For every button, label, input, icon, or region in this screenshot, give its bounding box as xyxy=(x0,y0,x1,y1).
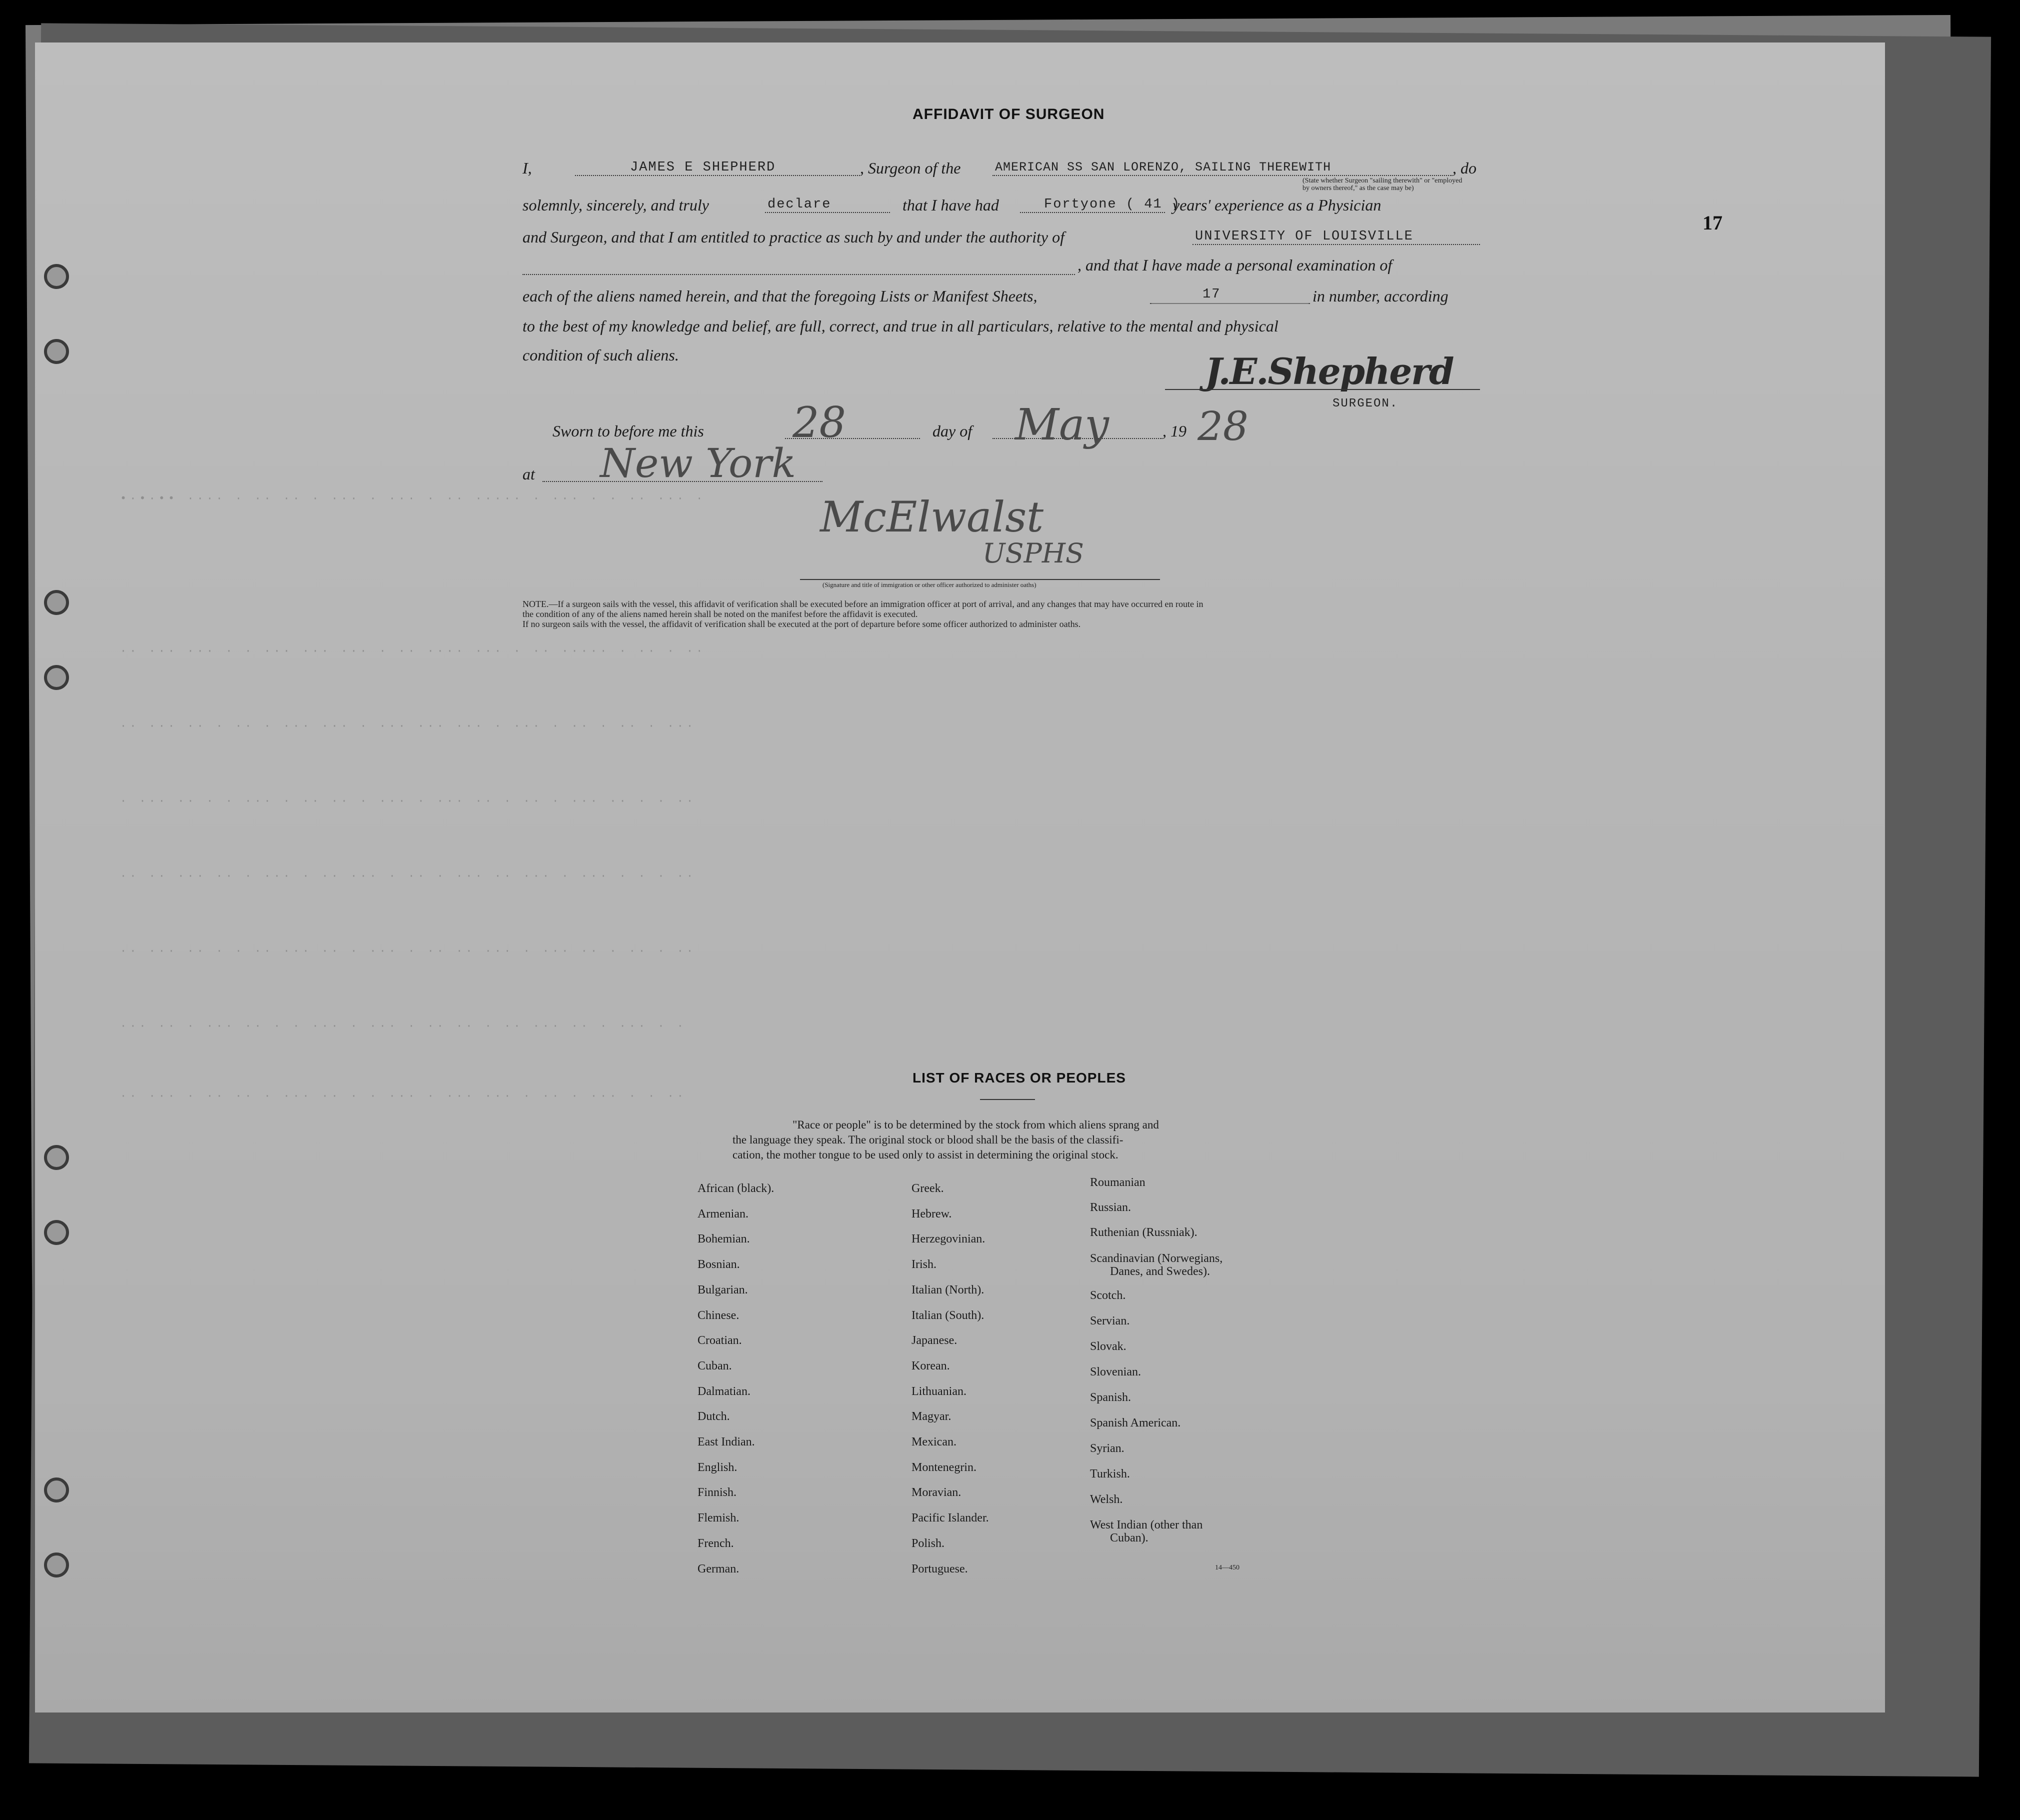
surgeon-label: SURGEON. xyxy=(1332,397,1398,410)
officer-caption: (Signature and title of immigration or other officer authorized to administer oaths) xyxy=(822,581,1036,588)
surgeon-note: (State whether Surgeon "sailing therewith" or "employed by owners thereof," as the case may be) xyxy=(1302,177,1462,192)
race-item: English. xyxy=(698,1460,738,1474)
race-item: Cuban. xyxy=(698,1359,732,1372)
races-column-1 xyxy=(698,1176,774,1582)
races-intro-line-3: cation, the mother tongue to be used only to assist in determining the original stock. xyxy=(732,1148,1118,1161)
vessel-name: AMERICAN SS SAN LORENZO, SAILING THEREWITH xyxy=(995,160,1332,174)
race-item: Chinese. xyxy=(698,1308,740,1322)
binder-hole-icon xyxy=(44,665,69,690)
race-item: Japanese. xyxy=(912,1334,958,1348)
race-item: African (black). xyxy=(698,1182,774,1195)
binder-hole-icon xyxy=(44,1220,69,1245)
sworn-day: 28 xyxy=(792,398,846,447)
race-item: Polish. xyxy=(912,1536,945,1550)
race-item: Russian. xyxy=(1090,1201,1132,1214)
label-surgeon-of-the: , Surgeon of the xyxy=(860,159,961,177)
race-item: Lithuanian. xyxy=(912,1384,966,1398)
note-line-2: the condition of any of the aliens named herein shall be noted on the manifest before the affidavit is executed. xyxy=(522,609,918,619)
affidavit-title: AFFIDAVIT OF SURGEON xyxy=(912,106,1105,122)
race-item: Spanish. xyxy=(1090,1391,1132,1404)
authority-underline xyxy=(1192,244,1480,245)
race-item: Pacific Islander. xyxy=(912,1512,989,1525)
label-each-alien: each of the aliens named herein, and that the foregoing Lists or Manifest Sheets, xyxy=(522,287,1038,305)
label-personal-exam: , and that I have made a personal examination of xyxy=(1078,256,1392,274)
name-underline xyxy=(575,175,860,176)
form-number: 14—450 xyxy=(1215,1564,1240,1572)
race-item: Bosnian. xyxy=(698,1258,740,1272)
race-item: Herzegovinian. xyxy=(912,1232,986,1246)
label-in-number: in number, according xyxy=(1312,287,1448,305)
officer-signature: McElwalst xyxy=(820,492,1044,542)
years-experience: Fortyone ( 41 ) xyxy=(1044,197,1181,212)
race-item: Cuban). xyxy=(1110,1532,1148,1544)
label-year-prefix: , 19 xyxy=(1162,422,1186,440)
race-item: Croatian. xyxy=(698,1334,742,1348)
binder-hole-icon xyxy=(44,590,69,615)
label-sworn: Sworn to before me this xyxy=(552,422,704,440)
page-number: 17 xyxy=(1702,212,1722,234)
races-column-2 xyxy=(912,1176,989,1582)
race-item: Bulgarian. xyxy=(698,1283,748,1296)
sworn-year: 28 xyxy=(1198,403,1248,450)
years-underline xyxy=(1020,212,1165,213)
races-intro-line-2: the language they speak. The original stock or blood shall be the basis of the classifi- xyxy=(732,1134,1124,1146)
race-item: Bohemian. xyxy=(698,1232,750,1246)
binder-hole-icon xyxy=(44,264,69,289)
race-item: Spanish American. xyxy=(1090,1416,1181,1430)
race-item: Flemish. xyxy=(698,1512,740,1525)
note-line-3: If no surgeon sails with the vessel, the affidavit of verification shall be executed at the port of departure before some officer authorized to administer oaths. xyxy=(522,619,1081,629)
race-item: West Indian (other than xyxy=(1090,1518,1203,1532)
note-line-1: NOTE.—If a surgeon sails with the vessel, this affidavit of verification shall be executed before an immigration officer at port of arrival, and any changes that may have occurred en route in xyxy=(522,599,1204,609)
race-item: Slovenian. xyxy=(1090,1366,1141,1378)
race-item: Hebrew. xyxy=(912,1207,952,1220)
race-item: Turkish. xyxy=(1090,1468,1130,1480)
label-and-surgeon: and Surgeon, and that I am entitled to practice as such by and under the authority of xyxy=(522,228,1064,246)
race-item: Dutch. xyxy=(698,1410,730,1424)
authority-underline-2 xyxy=(522,274,1075,275)
race-item: Armenian. xyxy=(698,1207,748,1220)
officer-signature-line xyxy=(800,579,1160,580)
race-item: Scotch. xyxy=(1090,1289,1126,1302)
sheets-underline xyxy=(1150,303,1310,304)
label-experience: years' experience as a Physician xyxy=(1172,196,1382,214)
race-item: Portuguese. xyxy=(912,1562,968,1576)
race-item: Roumanian xyxy=(1090,1176,1146,1189)
surgeon-signature: J.E.Shepherd xyxy=(1205,350,1454,392)
label-that-i-have-had: that I have had xyxy=(902,196,999,214)
label-best-knowledge: to the best of my knowledge and belief, are full, correct, and true in all particulars, relative to the mental and physical xyxy=(522,317,1278,335)
binder-hole-icon xyxy=(44,1478,69,1502)
races-title-rule xyxy=(980,1099,1035,1100)
sheets-count: 17 xyxy=(1202,287,1221,302)
vessel-underline xyxy=(992,175,1452,176)
label-condition: condition of such aliens. xyxy=(522,346,679,364)
declare-underline xyxy=(765,212,890,213)
label-i: I, xyxy=(522,159,532,177)
sworn-month: May xyxy=(1015,400,1109,450)
race-item: Greek. xyxy=(912,1182,944,1195)
race-item: Italian (North). xyxy=(912,1283,984,1296)
race-item: Montenegrin. xyxy=(912,1460,976,1474)
race-item: Welsh. xyxy=(1090,1493,1123,1506)
races-intro-line-1: "Race or people" is to be determined by the stock from which aliens sprang and xyxy=(792,1118,1159,1131)
affidavit-note xyxy=(522,599,1532,629)
surgeon-name: JAMES E SHEPHERD xyxy=(630,160,776,175)
race-item: Moravian. xyxy=(912,1486,962,1500)
signature-line xyxy=(1165,389,1480,390)
label-at: at xyxy=(522,465,535,483)
race-item: German. xyxy=(698,1562,740,1576)
binder-hole-icon xyxy=(44,1552,69,1578)
races-column-3 xyxy=(1090,1176,1222,1545)
race-item: East Indian. xyxy=(698,1436,755,1449)
label-day-of: day of xyxy=(932,422,972,440)
race-item: Slovak. xyxy=(1090,1340,1126,1353)
binder-hole-icon xyxy=(44,339,69,364)
race-item: Dalmatian. xyxy=(698,1384,750,1398)
race-item: Korean. xyxy=(912,1359,950,1372)
declare-word: declare xyxy=(768,197,832,212)
race-item: Syrian. xyxy=(1090,1442,1124,1455)
race-item: Irish. xyxy=(912,1258,936,1272)
race-item: Danes, and Swedes). xyxy=(1110,1265,1210,1278)
authority: UNIVERSITY OF LOUISVILLE xyxy=(1195,229,1414,244)
race-item: Magyar. xyxy=(912,1410,952,1424)
race-item: Mexican. xyxy=(912,1436,956,1449)
race-item: Ruthenian (Russniak). xyxy=(1090,1226,1198,1239)
race-item: Scandinavian (Norwegians, xyxy=(1090,1252,1223,1265)
label-solemnly: solemnly, sincerely, and truly xyxy=(522,196,709,214)
race-item: Italian (South). xyxy=(912,1308,984,1322)
sworn-place: New York xyxy=(600,440,796,486)
binder-hole-icon xyxy=(44,1145,69,1170)
race-item: Servian. xyxy=(1090,1314,1130,1328)
race-item: Finnish. xyxy=(698,1486,737,1500)
races-title: LIST OF RACES OR PEOPLES xyxy=(912,1070,1126,1086)
races-intro xyxy=(732,1118,1272,1162)
race-item: French. xyxy=(698,1536,734,1550)
label-do: , do xyxy=(1452,159,1476,177)
officer-title: USPHS xyxy=(982,538,1084,569)
